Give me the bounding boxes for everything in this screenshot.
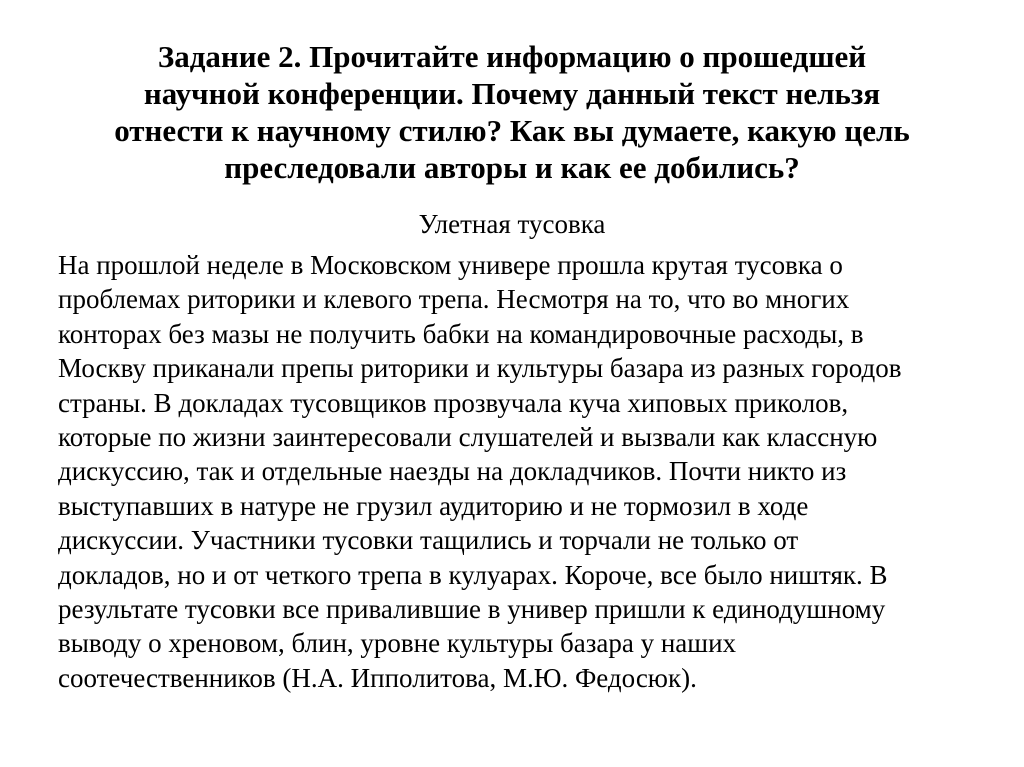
body-line: Москву приканали препы риторики и культуры базара из разных городов xyxy=(58,353,902,384)
body-line: соотечественников (Н.А. Ипполитова, М.Ю. Федосюк). xyxy=(58,662,697,693)
task-heading-line: преследовали авторы и как ее добились? xyxy=(224,150,800,185)
body-line: результате тусовки все привалившие в универ пришли к единодушному xyxy=(58,594,886,625)
body-text xyxy=(58,248,978,695)
task-heading-line: научной конференции. Почему данный текст нельзя xyxy=(143,76,881,111)
body-line: выступавших в натуре не грузил аудиторию и не тормозил в ходе xyxy=(58,490,809,521)
body-line: дискуссии. Участники тусовки тащились и торчали не только от xyxy=(58,525,799,556)
body-line: которые по жизни заинтересовали слушателей и вызвали как классную xyxy=(58,422,878,453)
task-heading xyxy=(40,38,984,186)
body-line: дискуссию, так и отдельные наезды на докладчиков. Почти никто из xyxy=(58,456,847,487)
body-line: На прошлой неделе в Московском универе прошла крутая тусовка о xyxy=(58,250,843,280)
body-line: конторах без мазы не получить бабки на командировочные расходы, в xyxy=(58,318,864,349)
body-line: докладов, но и от четкого трепа в кулуарах. Короче, все было ништяк. В xyxy=(58,559,888,590)
body-line: проблемах риторики и клевого трепа. Несмотря на то, что во многих xyxy=(58,284,850,315)
body-line: выводу о хреновом, блин, уровне культуры базара у наших xyxy=(58,628,737,659)
text-title: Улетная тусовка xyxy=(418,209,606,239)
task-heading-line: отнести к научному стилю? Как вы думаете, какую цель xyxy=(114,113,910,148)
body-line: страны. В докладах тусовщиков прозвучала куча хиповых приколов, xyxy=(58,387,849,418)
task-heading-line: Задание 2. Прочитайте информацию о прошедшей xyxy=(157,39,867,74)
